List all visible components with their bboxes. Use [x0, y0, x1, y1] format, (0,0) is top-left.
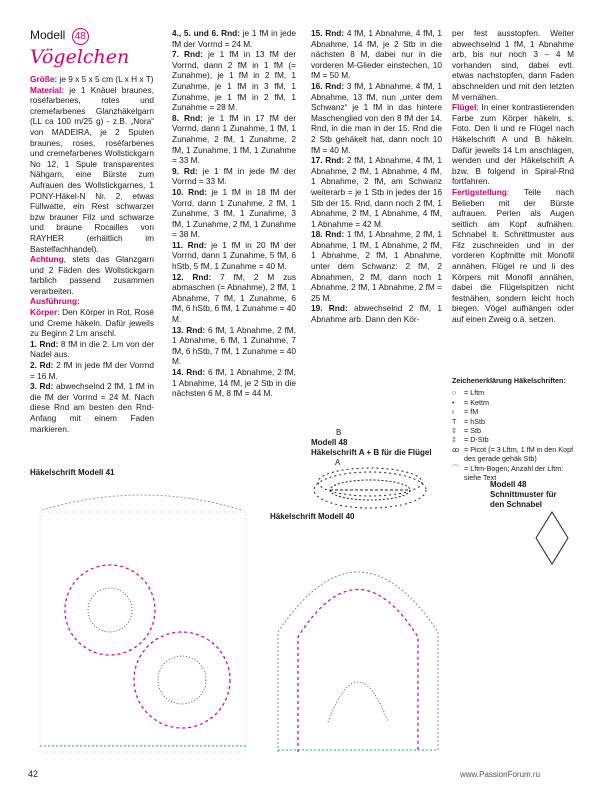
- page-header: [30, 26, 154, 68]
- chain-arc-icon: ⌒: [452, 463, 460, 473]
- legend-row-picot: [452, 445, 582, 464]
- diagram-41-flower-left-center: [88, 588, 132, 632]
- picot-icon: ꝏ: [452, 444, 460, 454]
- text-column-3: [311, 28, 442, 325]
- rnd-14-label: 14. Rnd:: [172, 367, 206, 377]
- watermark: www.PassionForum.ru: [460, 770, 541, 779]
- wing-diagram-title-2: Häkelschrift A + B für die Flügel: [311, 448, 432, 457]
- legend-text-bogen: = Lftm-Bogen; Anzahl der Lftm: siehe Text: [464, 463, 564, 483]
- legend-title: Zeichenerklärung Häkelschriften:: [452, 376, 566, 385]
- rnd-11-text: je 1 fM in 20 fM der Vorrnd, dann 1 Zunahme, 5 fM, 6 hStb, 5 fM, 1 Zunahme = 40 M.: [172, 239, 296, 272]
- groesse-label: Größe:: [30, 74, 58, 84]
- diagram-41-frame: [40, 512, 246, 752]
- rnd-9-text: je 1 fM in jede fM der Vorrnd = 33 M.: [172, 165, 296, 187]
- rnd-12-text: 7 fM, 2 M zus abmaschen (= Abnahme), 2 fM, 1 Abnahme, 7 fM, 1 Zunahme, 6 fM, 6 hStb, 6 fM, 1 Zunahme = 40 M.: [172, 271, 296, 325]
- modell-number-badge: 48: [72, 28, 89, 45]
- rnd-9-label: 9. Rd:: [172, 165, 198, 176]
- rnd-4-6-text: je 1 fM in jede fM der Vorrnd = 24 M.: [172, 28, 296, 49]
- material-text: je 1 Knäuel braunes, roséfarbenes, rotes und cremefarbenes Glanzhäkelgarn (LL ca 100 m/25 g) - z.B. „Nora“ von MADEIRA, je 2 Spulen braunes, roses, roséfarbenes und cremefarbenes Wollstickgarn No 12, 1 Spule transparentes Nähgarn, eine Bürste zum Aufrauen des Wollstickgarnes, 1 PONY-Häkel-N Nr. 2, etwas Füllwatte, ein Rest schwarzer bzw brauner Filz und schwarze und braune Rocailles von RAYHER (erhältlich im Bastelfachhandel).: [30, 84, 154, 254]
- round-1-label: 1. Rnd:: [30, 338, 59, 349]
- rnd-13-text: 6 fM, 1 Abnahme, 2 fM, 1 Abnahme, 6 fM, 1 Zunahme, 7 fM, 6 hStb, 7 fM, 1 Zunahme = 40 M.: [172, 324, 296, 367]
- rnd-11-label: 11. Rnd:: [172, 239, 207, 250]
- diagram-40-pink-row: [298, 590, 418, 753]
- rnd-14-text: 6 fM, 1 Abnahme, 2 fM, 1 Abnahme, 14 fM, je 2 Stb in die nächsten 6 M, 8 fM = 44 M.: [172, 367, 296, 399]
- diagram-41-top-arc: [42, 495, 242, 510]
- wing-a-label: A: [335, 458, 341, 467]
- rnd-15-text: 4 fM, 1 Abnahme, 4 fM, 1 Abnahme, 14 fM, je 2 Stb in die nächsten 8 M, dabei nur in die vorderen M-Glieder einstechen, 10 fM = 50 M.: [311, 28, 442, 81]
- diagram-40-label: Häkelschrift Modell 40: [270, 512, 355, 521]
- rnd-10-label: 10. Rnd:: [172, 186, 207, 197]
- groesse-text: je 9 x 5 x 5 cm (L x H x T): [57, 74, 154, 84]
- round-2-label: 2. Rd:: [30, 360, 54, 371]
- achtung-text: , stets das Glanzgarn und 2 Fäden des Wollstickgarn farblich passend zusammen verarbeiten.: [30, 254, 154, 296]
- legend-row-dstb: [452, 435, 582, 444]
- diagram-41-flower-right: [134, 632, 230, 728]
- rnd-17-label: 17. Rnd:: [311, 155, 345, 166]
- rnd-16-label: 16. Rnd:: [311, 80, 345, 91]
- fertigstellung-text: : Teile nach Belieben mit der Bürste aufrauen. Perlen als Augen seitlich am Kopf aufnähen. Schnabel lt. Schnittmuster aus Filz zuschneiden und in der vorderen Kopfmitte mit Monofil annähen. Flügel re und li des Körpers mit Monofil annähen, dabei die Flügelspitzen nicht festnähen, sondern leicht hoch biegen. Vögel aufhängen oder auf einen Zweig o.ä. setzen.: [452, 186, 574, 325]
- wing-diagram-b: [300, 436, 440, 500]
- crochet-diagram-41: [22, 480, 262, 760]
- rnd-12-label: 12. Rnd:: [172, 271, 212, 282]
- rnd-15-label: 15. Rnd:: [311, 28, 345, 38]
- treble-crochet-icon: ‡: [452, 435, 456, 445]
- beak-label-3: den Schnabel: [490, 500, 543, 509]
- legend-text-fm: = fM: [464, 407, 479, 417]
- beak-template: [522, 508, 582, 568]
- wing-diagram-title-1: Modell 48: [311, 438, 348, 447]
- legend-text-kettm: = Kettm: [464, 397, 489, 407]
- wing-b-letter: B: [336, 428, 342, 437]
- fluegel-text: : In einer kontrastierenden Farbe zum Körper häkeln, s. Foto. Den li und re Flügel nach Häkelschrift A und B häkeln. Dafür jewells 14 Lm anschlagen, wenden und der Häkelschrift A bzw. B folgend in Spiral-Rnd fortfahren.: [452, 102, 574, 187]
- legend-text-lftm: = Lftm: [464, 388, 485, 398]
- rnd-8-label: 8. Rnd:: [172, 112, 203, 123]
- diagram-41-rows: [40, 495, 246, 752]
- legend-text-picot: = Picot (= 3 Lftm, 1 fM in den Kopf des gerade gehäk Stb): [464, 444, 574, 464]
- rnd-18-text: 1 fM, 1 Abnahme, 2 fM, 1 Abnahme, 1 fM, 1 Abnahme, 2 fM, 1 Abnahme, 2 fM, 1 Abnahme, unter dem Schwanz: 2 fM, 2 Abnahmen, 2 fM, dann noch 1 Abnahme, 2 fM, 1 Abnahme, 2 fM = 25 M.: [311, 229, 442, 303]
- rnd-19-label: 19. Rnd:: [311, 303, 348, 314]
- chain-stitch-icon: ○: [452, 388, 457, 398]
- round-3-text: abwechselnd 2 fM, 1 fM in die fM der Vorrnd = 24 M. Nach diese Rnd am besten den Rnd-Anfang mit einem Faden markieren.: [30, 381, 154, 434]
- text-column-1: [30, 74, 154, 434]
- rnd-8-text: je 1 fM in 17 fM der Vorrnd, dann 1 Zunahme, 1 fM, 1 Zunahme, 2 fM, 1 Zunahme, 2 fM, 1 Zunahme, 1 fM, 1 Zunahme = 33 M.: [172, 112, 296, 166]
- legend: [452, 376, 582, 482]
- legend-text-stb: = Stb: [464, 426, 481, 436]
- beak-label-2: Schnittmuster für: [490, 490, 557, 499]
- fluegel-label: Flügel: [452, 102, 477, 113]
- half-double-icon: T: [452, 416, 457, 426]
- rnd-10-text: je 1 fM in 18 fM der Vorrd, dann 1 Zunahme, 2 fM, 1 Zunahme, 3 fM, 1 Zunahme, 3 fM, 1 Zunahme, 2 fM, 1 Zunahme = 38 M.: [172, 186, 296, 240]
- double-crochet-icon: ‡: [452, 426, 456, 436]
- rnd-16-text: 3 fM, 1 Abnahme, 4 fM, 1 Abnahme, 13 fM, nun „unter dem Schwanz“ je 1 fM in das hintere Maschenglied von den 8 fM der 14. Rnd, in die man in der 15. Rnd die 2 Stb gehäkelt hat, dann noch 10 fM = 40 M.: [311, 80, 442, 155]
- diagram-41-label: Häkelschrift Modell 41: [30, 468, 115, 477]
- slip-stitch-icon: •: [452, 397, 455, 407]
- rnd-17-text: 2 fM, 1 Abnahme, 4 fM, 1 Abnahme, 2 fM, 1 Abnahme, 4 fM, 1 Abnahme, 2 fM, am Schwanz weiterarb = je 1 Stb in jedes der 16 Stb der 15. Rnd, dann noch 2 fM, 1 Abnahme, 2 fM, 1 Abnahme, 4 fM, 1 Abnahme = 42 M.: [311, 155, 442, 229]
- legend-text-hstb: = hStb: [464, 416, 485, 426]
- material-label: Material:: [30, 84, 65, 95]
- achtung-label: Achtung: [30, 254, 64, 265]
- modell-line: [30, 26, 154, 45]
- rnd-7-label: 7. Rnd:: [172, 49, 203, 60]
- rnd-4-6-label: 4., 5. und 6. Rnd:: [172, 28, 240, 38]
- round-1-text: 8 fM in die 2. Lm von der Nadel aus.: [30, 338, 154, 360]
- beak-diamond: [536, 512, 568, 564]
- legend-text-dstb: = D-Stb: [464, 435, 489, 445]
- beak-label: [490, 480, 557, 510]
- rnd-18-label: 18. Rnd:: [311, 229, 345, 240]
- legend-row-stb: [452, 426, 582, 435]
- legend-row-kettm: [452, 398, 582, 407]
- page-title: Vögelchen: [30, 46, 130, 68]
- koerper-text: : Den Körper in Rot, Rosé und Creme häkeln. Dafür jeweils zu Beginn 2 Lm anschl.: [30, 307, 154, 339]
- legend-row-hstb: [452, 417, 582, 426]
- round-2-text: 2 fM in jede fM der Vorrnd = 16 M.: [30, 360, 154, 381]
- crochet-diagram-40: [268, 522, 448, 762]
- rnd-7-text: je 1 fM in 13 fM der Vorrnd, dann 2 fM in 1 fM (= Zunahme), je 1 fM in 2 fM, 1 Zunahme, je 1 fM in 3 fM, 1 Zunahme, je 1 fM in 2 fM, 1 Zunahme = 28 M.: [172, 49, 296, 113]
- fertigstellung-label: Fertigstellung: [452, 186, 507, 197]
- legend-row-fm: [452, 407, 582, 416]
- diagram-40-outline: [278, 572, 438, 752]
- diagram-41-flower-right-center: [158, 656, 206, 704]
- koerper-label: Körper: [30, 307, 58, 318]
- beak-label-1: Modell 48: [490, 480, 527, 489]
- rnd-13-label: 13. Rnd:: [172, 324, 206, 335]
- diagram-40-center: [328, 682, 388, 722]
- diagram-41-flower-left: [65, 565, 155, 655]
- rnd-19-text: abwechselnd 2 fM, 1 Abnahme arb. Dann den Kör-: [311, 303, 442, 325]
- finishing-text: per fest ausstopfen. Weiter abwechselnd 1 fM, 1 Abnahme arb, bis nur noch 3 – 4 M vorhanden sind, dabei evtl. etwas nachstopfen, dann Faden abschneiden und mit den letzten M vernähen.: [452, 28, 574, 102]
- modell-label: Modell: [30, 28, 66, 42]
- page-number: 42: [28, 769, 39, 779]
- single-crochet-icon: ı: [452, 407, 454, 417]
- text-column-2: [172, 28, 296, 399]
- ausfuehrung-heading: Ausführung:: [30, 296, 80, 307]
- wing-b-outline: [318, 468, 422, 496]
- round-3-label: 3. Rd:: [30, 381, 54, 392]
- text-column-4: [452, 28, 574, 325]
- legend-row-lftm: [452, 388, 582, 397]
